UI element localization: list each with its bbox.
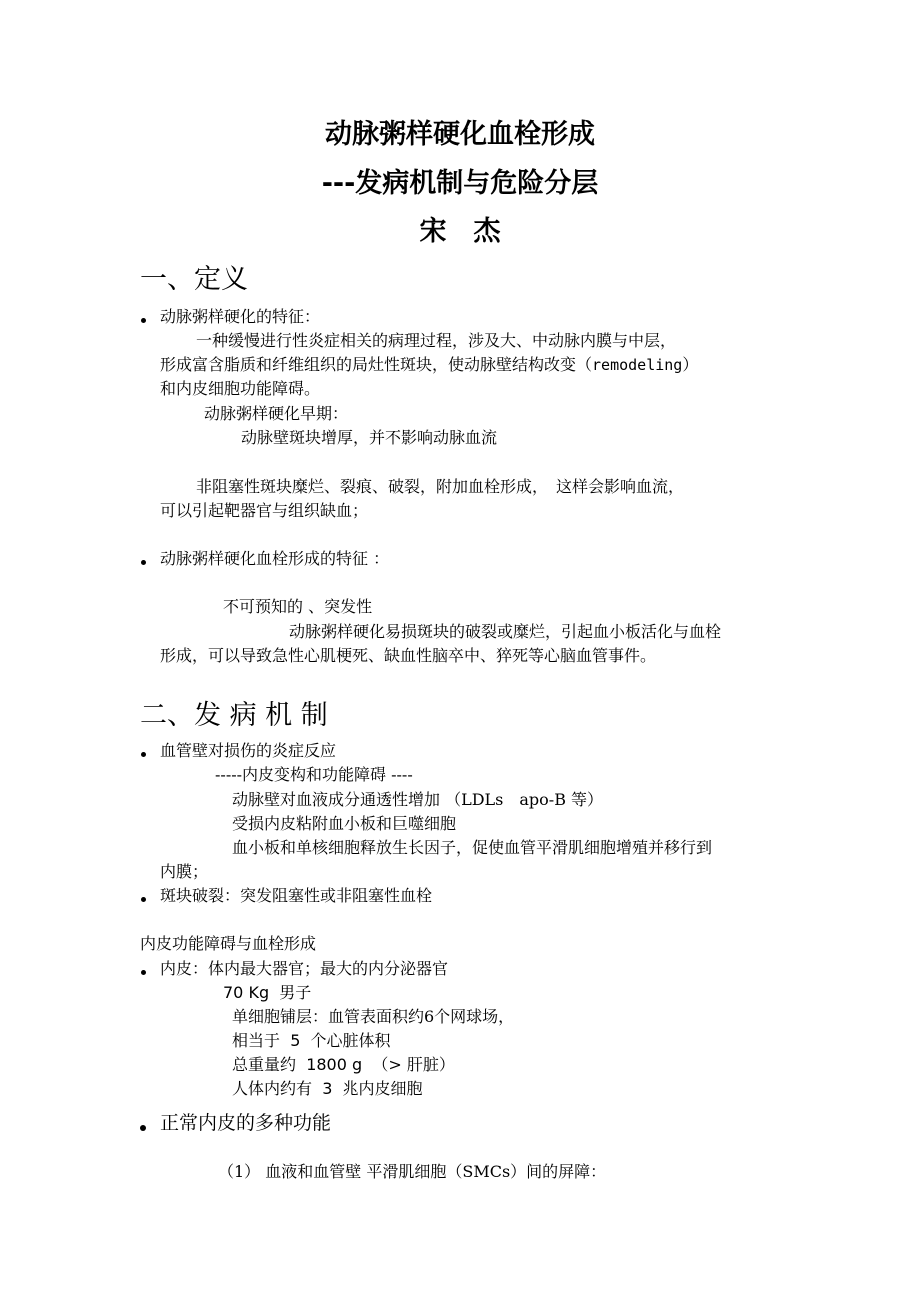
mechanism-item-3-line-1: 血小板和单核细胞释放生长因子，促使血管平滑肌细胞增殖并移行到 (232, 838, 713, 857)
section-heading-pathogenesis: 二、发 病 机 制 (140, 700, 328, 731)
bullet-inflammatory-response: 血管壁对损伤的炎症反应 (160, 741, 337, 760)
bullet-icon (141, 897, 146, 902)
bullet-icon (140, 1125, 146, 1131)
plaque-rupture-line-2: 形成，可以导致急性心肌梗死、缺血性脑卒中、猝死等心脑血管事件。 (160, 646, 657, 665)
doc-subtitle: ---发病机制与危险分层 (321, 168, 599, 199)
bullet-icon (141, 560, 146, 565)
definition-line-2: 形成富含脂质和纤维组织的局灶性斑块，使动脉壁结构改变（remodeling） (160, 355, 699, 374)
monolayer-line: 单细胞铺层：血管表面积约6个网球场， (232, 1007, 515, 1026)
bullet-atherosclerosis-features: 动脉粥样硬化的特征： (160, 307, 321, 326)
bullet-icon (141, 318, 146, 323)
early-stage-label: 动脉粥样硬化早期： (204, 404, 349, 423)
weight-line: 70 Kg 男子 (223, 983, 312, 1002)
mechanism-item-2: 受损内皮粘附血小板和巨噬细胞 (232, 814, 457, 833)
cell-count-line: 人体内约有 3 兆内皮细胞 (232, 1079, 423, 1098)
bullet-atherothrombosis-features: 动脉粥样硬化血栓形成的特征 ： (160, 549, 390, 568)
bullet-icon (141, 970, 146, 975)
section-heading-definition: 一、定义 (140, 264, 248, 295)
total-weight-line: 总重量约 1800 g （> 肝脏） (232, 1055, 455, 1074)
mechanism-item-3-line-2: 内膜； (160, 862, 209, 881)
bullet-plaque-rupture: 斑块破裂：突发阻塞性或非阻塞性血栓 (160, 886, 433, 905)
doc-title: 动脉粥样硬化血栓形成 (325, 119, 595, 150)
endothelial-dysfunction-subheading: -----内皮变构和功能障碍 ---- (215, 765, 413, 784)
thrombosis-line-1: 非阻塞性斑块糜烂、裂痕、破裂，附加血栓形成， 这样会影响血流， (196, 477, 685, 496)
bullet-icon (141, 752, 146, 757)
unpredictable-text: 不可预知的 、突发性 (223, 597, 373, 616)
definition-line-1: 一种缓慢进行性炎症相关的病理过程，涉及大、中动脉内膜与中层， (196, 331, 677, 350)
early-stage-text: 动脉壁斑块增厚，并不影响动脉血流 (241, 428, 498, 447)
function-item-1: （1） 血液和血管壁 平滑肌细胞（SMCs）间的屏障： (218, 1162, 607, 1181)
mechanism-item-1: 动脉壁对血液成分通透性增加 （LDLs apo-B 等） (232, 790, 604, 809)
thrombosis-line-2: 可以引起靶器官与组织缺血； (160, 501, 369, 520)
bullet-normal-endothelium-functions: 正常内皮的多种功能 (160, 1112, 332, 1134)
bullet-endothelium: 内皮：体内最大器官；最大的内分泌器官 (160, 959, 449, 978)
definition-line-3: 和内皮细胞功能障碍。 (160, 379, 321, 398)
doc-author: 宋 杰 (419, 216, 501, 247)
heart-volume-line: 相当于 5 个心脏体积 (232, 1031, 391, 1050)
remodeling-term: remodeling (592, 356, 683, 374)
plaque-rupture-line-1: 动脉粥样硬化易损斑块的破裂或糜烂，引起血小板活化与血栓 (289, 622, 722, 641)
subsection-heading: 内皮功能障碍与血栓形成 (140, 934, 317, 953)
